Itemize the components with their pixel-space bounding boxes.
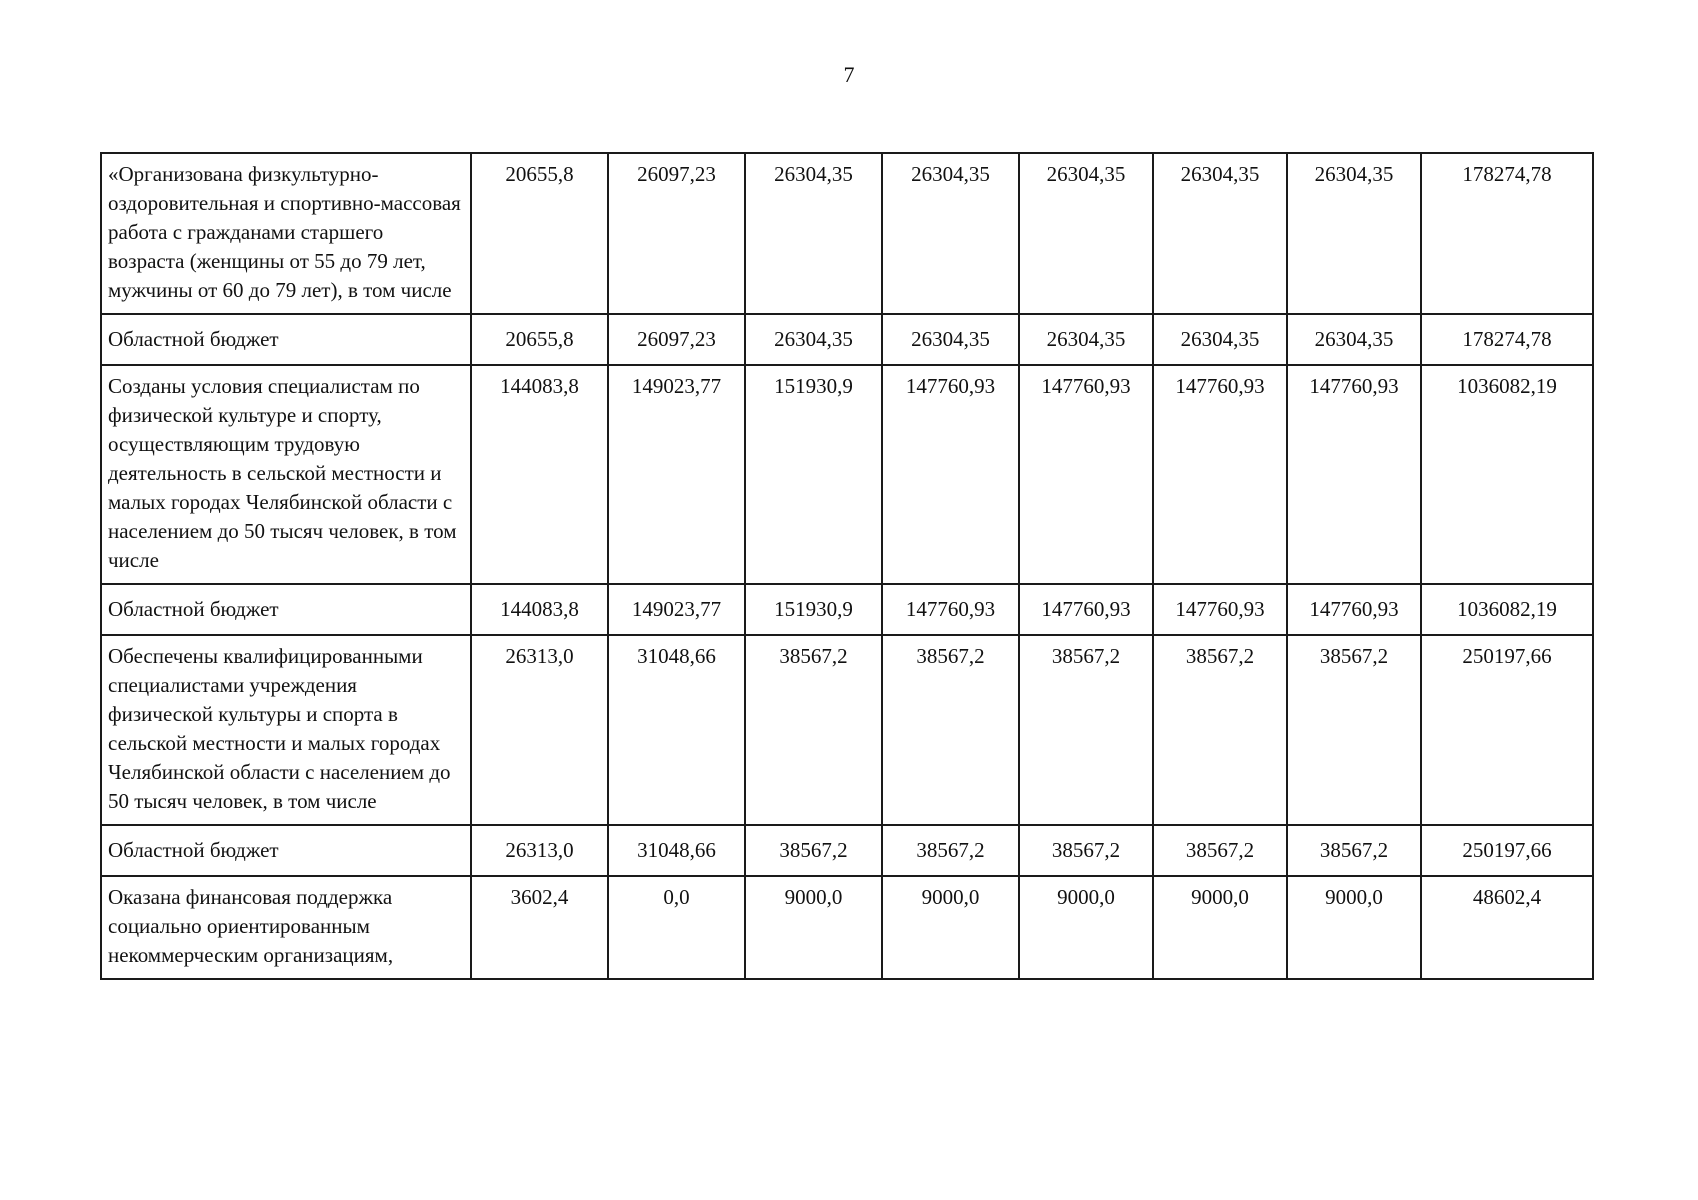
table-row [101, 825, 1593, 876]
value-cell: 147760,93 [1287, 365, 1421, 584]
value-cell: 26313,0 [471, 635, 608, 825]
value-cell: 149023,77 [608, 584, 745, 635]
value-cell: 20655,8 [471, 314, 608, 365]
budget-table [100, 152, 1594, 980]
value-cell: 147760,93 [882, 584, 1019, 635]
row-label: «Организована физкультурно-оздоровительная и спортивно-массовая работа с гражданами старшего возраста (женщины от 55 до 79 лет, мужчины от 60 до 79 лет), в том числе [101, 153, 471, 314]
table-row [101, 876, 1593, 979]
value-cell: 38567,2 [1153, 825, 1287, 876]
total-cell: 1036082,19 [1421, 365, 1593, 584]
value-cell: 38567,2 [745, 635, 882, 825]
value-cell: 38567,2 [1019, 635, 1153, 825]
value-cell: 20655,8 [471, 153, 608, 314]
value-cell: 38567,2 [882, 825, 1019, 876]
value-cell: 147760,93 [1153, 584, 1287, 635]
value-cell: 26304,35 [1019, 314, 1153, 365]
value-cell: 9000,0 [1153, 876, 1287, 979]
row-label: Созданы условия специалистам по физической культуре и спорту, осуществляющим трудовую деятельность в сельской местности и малых городах Челябинской области с населением до 50 тысяч человек, в том числе [101, 365, 471, 584]
total-cell: 178274,78 [1421, 153, 1593, 314]
page-number: 7 [843, 62, 855, 87]
value-cell: 38567,2 [1287, 825, 1421, 876]
value-cell: 147760,93 [1019, 584, 1153, 635]
value-cell: 147760,93 [1019, 365, 1153, 584]
value-cell: 9000,0 [745, 876, 882, 979]
value-cell: 26304,35 [745, 314, 882, 365]
row-label: Обеспечены квалифицированными специалистами учреждения физической культуры и спорта в сельской местности и малых городах Челябинской области с населением до 50 тысяч человек, в том числе [101, 635, 471, 825]
total-cell: 1036082,19 [1421, 584, 1593, 635]
value-cell: 149023,77 [608, 365, 745, 584]
value-cell: 147760,93 [1287, 584, 1421, 635]
value-cell: 151930,9 [745, 584, 882, 635]
value-cell: 26304,35 [1153, 314, 1287, 365]
value-cell: 9000,0 [1019, 876, 1153, 979]
value-cell: 26313,0 [471, 825, 608, 876]
value-cell: 9000,0 [882, 876, 1019, 979]
total-cell: 250197,66 [1421, 825, 1593, 876]
value-cell: 26097,23 [608, 153, 745, 314]
table-row [101, 314, 1593, 365]
value-cell: 26097,23 [608, 314, 745, 365]
value-cell: 0,0 [608, 876, 745, 979]
table-row [101, 365, 1593, 584]
value-cell: 144083,8 [471, 365, 608, 584]
total-cell: 250197,66 [1421, 635, 1593, 825]
total-cell: 178274,78 [1421, 314, 1593, 365]
value-cell: 9000,0 [1287, 876, 1421, 979]
value-cell: 151930,9 [745, 365, 882, 584]
table-row [101, 584, 1593, 635]
table-row [101, 635, 1593, 825]
value-cell: 147760,93 [1153, 365, 1287, 584]
value-cell: 38567,2 [745, 825, 882, 876]
value-cell: 26304,35 [1153, 153, 1287, 314]
table-row [101, 153, 1593, 314]
value-cell: 26304,35 [1019, 153, 1153, 314]
value-cell: 31048,66 [608, 635, 745, 825]
value-cell: 26304,35 [882, 314, 1019, 365]
value-cell: 26304,35 [745, 153, 882, 314]
value-cell: 38567,2 [1019, 825, 1153, 876]
value-cell: 26304,35 [1287, 314, 1421, 365]
value-cell: 38567,2 [1153, 635, 1287, 825]
value-cell: 3602,4 [471, 876, 608, 979]
value-cell: 26304,35 [1287, 153, 1421, 314]
row-label: Областной бюджет [101, 825, 471, 876]
row-label: Областной бюджет [101, 584, 471, 635]
row-label: Областной бюджет [101, 314, 471, 365]
value-cell: 144083,8 [471, 584, 608, 635]
value-cell: 38567,2 [1287, 635, 1421, 825]
total-cell: 48602,4 [1421, 876, 1593, 979]
value-cell: 147760,93 [882, 365, 1019, 584]
row-label: Оказана финансовая поддержка социально ориентированным некоммерческим организациям, [101, 876, 471, 979]
value-cell: 38567,2 [882, 635, 1019, 825]
value-cell: 31048,66 [608, 825, 745, 876]
value-cell: 26304,35 [882, 153, 1019, 314]
table-body [101, 153, 1593, 979]
